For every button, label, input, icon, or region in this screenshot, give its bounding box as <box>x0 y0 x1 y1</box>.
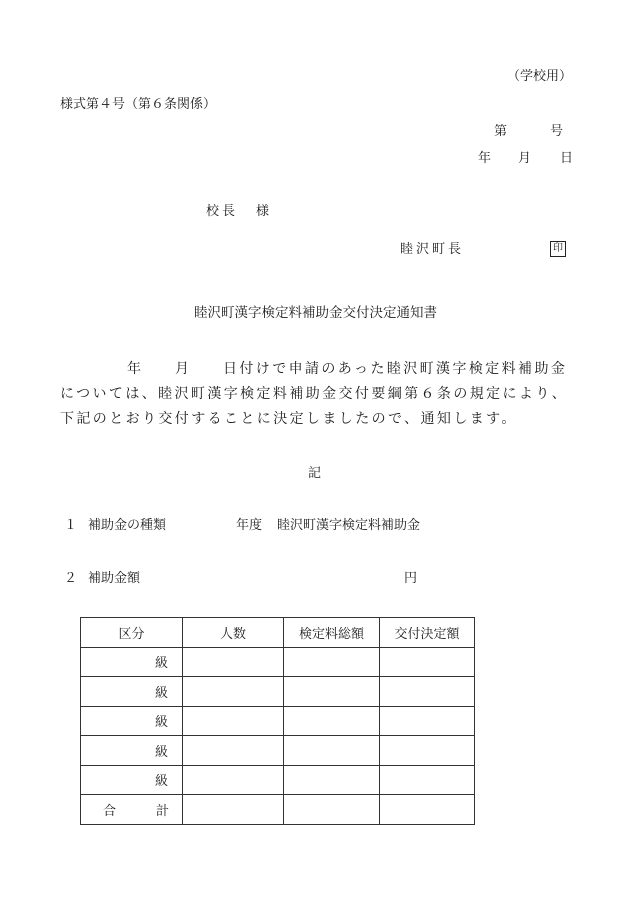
body-year: 年 <box>127 361 141 377</box>
usage-label: （学校用） <box>507 69 573 84</box>
header-count: 人数 <box>183 618 284 648</box>
grade-cell: 級 <box>81 677 183 707</box>
total-fee-cell[interactable] <box>284 795 380 825</box>
grant-table <box>80 617 475 825</box>
date-day: 日 <box>560 151 574 166</box>
amount-cell[interactable] <box>380 765 475 795</box>
table-row <box>81 647 475 677</box>
body-month: 月 <box>175 361 189 377</box>
amount-cell[interactable] <box>380 647 475 677</box>
total-label-right: 計 <box>156 803 170 819</box>
seal-mark <box>550 241 566 257</box>
grade-cell: 級 <box>81 736 183 766</box>
fee-cell[interactable] <box>284 677 380 707</box>
amount-cell[interactable] <box>380 736 475 766</box>
addressee-honorific: 様 <box>256 204 270 219</box>
item2-number: ２ <box>64 571 78 586</box>
table-row <box>81 736 475 766</box>
table-total-row <box>81 795 475 825</box>
count-cell[interactable] <box>183 736 284 766</box>
date-month: 月 <box>518 151 532 166</box>
ki-label: 記 <box>308 466 322 481</box>
amount-cell[interactable] <box>380 706 475 736</box>
item2-unit: 円 <box>404 571 418 586</box>
table-row <box>81 706 475 736</box>
fee-cell[interactable] <box>284 736 380 766</box>
form-number: 様式第４号（第６条関係） <box>60 97 217 112</box>
date-year: 年 <box>478 151 492 166</box>
total-label-left: 合 <box>103 803 117 819</box>
item1-year: 年度 <box>236 518 263 533</box>
doc-title: 睦沢町漢字検定料補助金交付決定通知書 <box>194 305 437 321</box>
item1-number: １ <box>64 518 78 533</box>
count-cell[interactable] <box>183 647 284 677</box>
sender-name: 睦沢町長 <box>400 242 465 257</box>
item2-label: 補助金額 <box>88 571 141 586</box>
table-row <box>81 765 475 795</box>
header-category: 区分 <box>81 618 183 648</box>
item1-label: 補助金の種類 <box>88 518 167 533</box>
seal-glyph: 印 <box>550 241 566 257</box>
total-count-cell[interactable] <box>183 795 284 825</box>
body-line3: 下記のとおり交付することに決定しましたので、通知します。 <box>60 411 518 427</box>
count-cell[interactable] <box>183 706 284 736</box>
grade-cell: 級 <box>81 647 183 677</box>
grade-cell: 級 <box>81 706 183 736</box>
table-row <box>81 677 475 707</box>
fee-cell[interactable] <box>284 647 380 677</box>
body-line1-rest: 日付けで申請のあった睦沢町漢字検定料補助金 <box>223 361 568 377</box>
count-cell[interactable] <box>183 765 284 795</box>
item1-value: 睦沢町漢字検定料補助金 <box>277 518 421 533</box>
fee-cell[interactable] <box>284 765 380 795</box>
grade-cell: 級 <box>81 765 183 795</box>
header-decided-amount: 交付決定額 <box>380 618 475 648</box>
header-fee-total: 検定料総額 <box>284 618 380 648</box>
amount-cell[interactable] <box>380 677 475 707</box>
total-amount-cell[interactable] <box>380 795 475 825</box>
doc-number-go: 号 <box>550 124 564 139</box>
body-line2: については、睦沢町漢字検定料補助金交付要綱第６条の規定により、 <box>60 386 569 402</box>
doc-number-dai: 第 <box>494 124 508 139</box>
table-header-row <box>81 618 475 648</box>
addressee-title: 校長 <box>206 204 239 219</box>
count-cell[interactable] <box>183 677 284 707</box>
fee-cell[interactable] <box>284 706 380 736</box>
total-label-cell <box>81 795 183 825</box>
